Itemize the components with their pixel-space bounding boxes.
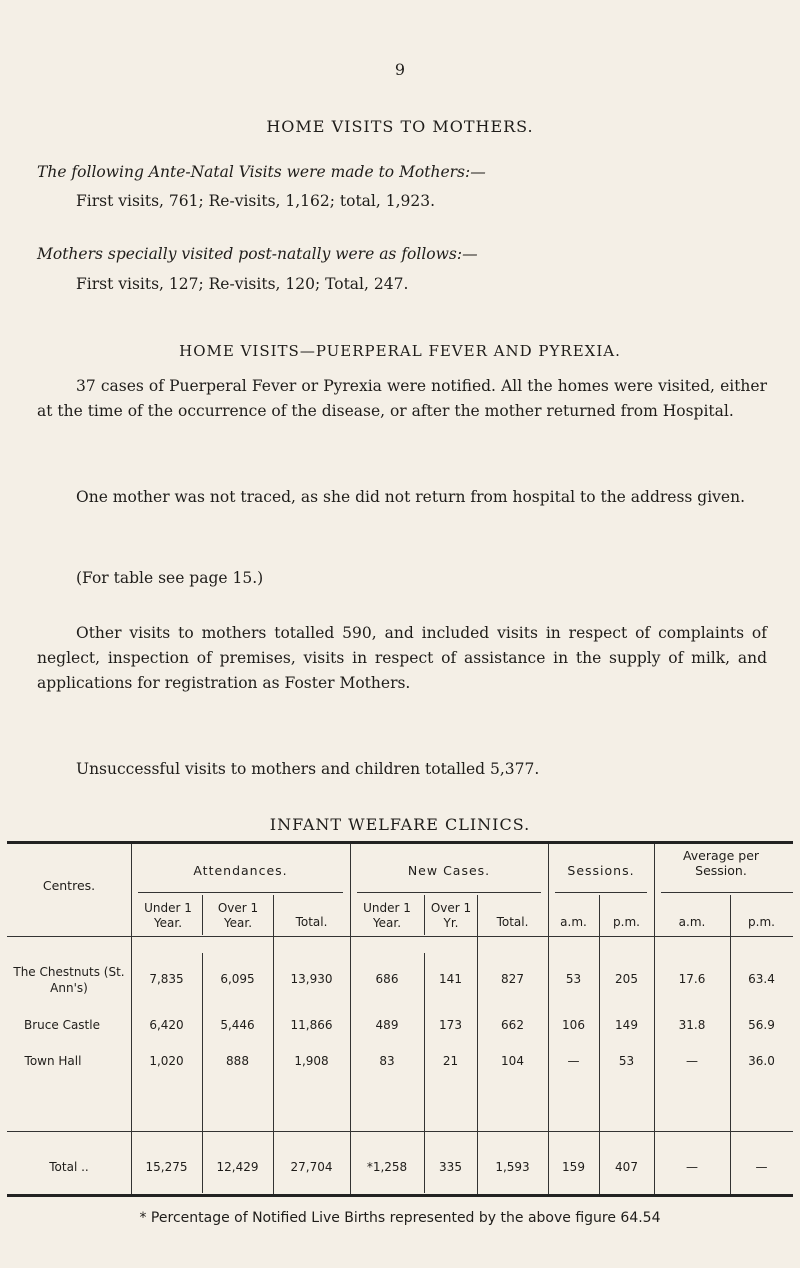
subheader-nc-total: Total. [496,915,529,929]
postnatal-intro: Mothers specially visited post-natally were as follows:— [37,245,478,263]
row-3-sessions-pm: 53 [618,1054,635,1068]
row-1-sessions-am: 53 [565,972,582,986]
row-2-att-under: 6,420 [149,1018,184,1032]
row-1-avg-pm: 63.4 [748,972,775,986]
table-footnote: * Percentage of Notified Live Births represented by the above figure 64.54 [139,1210,661,1226]
row-3-sessions-am: — [567,1054,580,1068]
puerperal-para-1: 37 cases of Puerperal Fever or Pyrexia were notified. All the homes were visited, either at the time of the occurrence of the disease, or after the mother returned from Hospital. [37,377,767,421]
antenatal-intro: The following Ante-Natal Visits were made to Mothers:— [37,163,486,181]
row-2-avg-pm: 56.9 [748,1018,775,1032]
postnatal-line: First visits, 127; Re-visits, 120; Total, 247. [76,275,409,293]
subheader-sessions-am: a.m. [560,915,587,929]
row-1-nc-total: 827 [501,972,524,986]
puerperal-heading: HOME VISITS—PUERPERAL FEVER AND PYREXIA. [179,342,621,360]
subheader-att-over: Over 1 Year. [217,901,259,930]
header-new-cases: New Cases. [407,863,491,878]
row-2-sessions-am: 106 [562,1018,585,1032]
subheader-att-total: Total. [295,915,328,929]
row-1-att-total: 13,930 [290,972,333,986]
row-3-avg-pm: 36.0 [748,1054,775,1068]
header-sessions: Sessions. [567,863,635,878]
total-centre: Total .. [49,1160,89,1174]
total-att-total: 27,704 [290,1160,333,1174]
row-3-avg-am: — [686,1054,698,1068]
row-2-avg-am: 31.8 [678,1018,706,1032]
row-1-centre: The Chestnuts (St. Ann's) [13,965,125,995]
total-att-under: 15,275 [145,1160,188,1174]
row-3-nc-under: 83 [379,1054,395,1068]
row-3-nc-over: 21 [442,1054,459,1068]
antenatal-line: First visits, 761; Re-visits, 1,162; total, 1,923. [76,192,436,210]
home-visits-heading: HOME VISITS TO MOTHERS. [266,117,534,136]
row-1-nc-under: 686 [375,972,399,986]
subheader-avg-am: a.m. [678,915,706,929]
total-avg-am: — [686,1160,698,1174]
puerperal-para-2: One mother was not traced, as she did not return from hospital to the address given. [76,488,746,506]
row-1-nc-over: 141 [439,972,462,986]
row-3-att-total: 1,908 [294,1054,329,1068]
puerperal-para-4: Other visits to mothers totalled 590, and included visits in respect of complaints of neglect, inspection of premises, visits in respect of assistance in the supply of milk, and applications for registration as Foster Mothers. [37,624,767,693]
header-centres: Centres. [42,878,96,893]
row-3-centre: Town Hall [24,1054,82,1068]
row-2-att-over: 5,446 [220,1018,255,1032]
puerperal-para-5: Unsuccessful visits to mothers and children totalled 5,377. [76,760,540,778]
total-nc-over: 335 [439,1160,462,1174]
row-2-nc-under: 489 [375,1018,399,1032]
clinics-heading: INFANT WELFARE CLINICS. [269,815,531,834]
row-2-centre: Bruce Castle [24,1018,100,1032]
row-1-sessions-pm: 205 [615,972,638,986]
row-3-nc-total: 104 [501,1054,524,1068]
subheader-nc-over: Over 1 Yr. [430,901,472,930]
row-2-att-total: 11,866 [290,1018,333,1032]
row-3-att-over: 888 [226,1054,249,1068]
total-sessions-pm: 407 [615,1160,638,1174]
row-1-att-under: 7,835 [149,972,184,986]
row-3-att-under: 1,020 [149,1054,184,1068]
subheader-att-under: Under 1 Year. [144,901,192,930]
row-2-nc-total: 662 [501,1018,524,1032]
subheader-nc-under: Under 1 Year. [363,901,411,930]
total-nc-total: 1,593 [495,1160,530,1174]
row-2-nc-over: 173 [439,1018,462,1032]
page-number: 9 [394,60,406,79]
header-attendances: Attendances. [193,863,288,878]
total-avg-pm: — [755,1160,768,1174]
total-sessions-am: 159 [562,1160,585,1174]
puerperal-para-3: (For table see page 15.) [76,569,264,587]
row-1-avg-am: 17.6 [678,972,706,986]
row-2-sessions-pm: 149 [615,1018,638,1032]
row-1-att-over: 6,095 [220,972,255,986]
subheader-sessions-pm: p.m. [613,915,640,929]
total-att-over: 12,429 [216,1160,259,1174]
subheader-avg-pm: p.m. [748,915,775,929]
total-nc-under: *1,258 [366,1160,408,1174]
header-average: Average per Session. [682,848,760,878]
